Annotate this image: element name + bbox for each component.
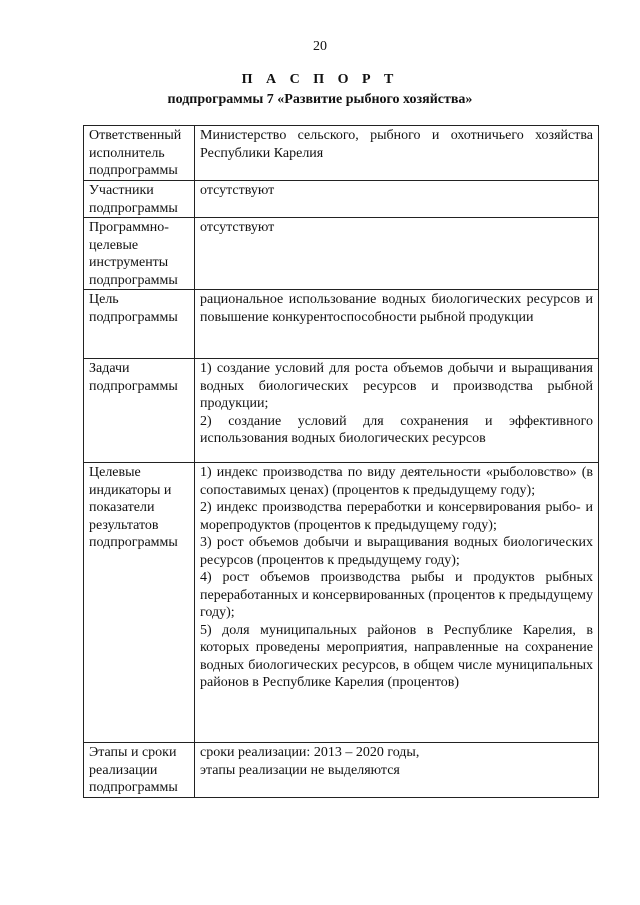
table-row-participants	[84, 181, 599, 218]
row-value	[195, 218, 599, 290]
table-row-instruments	[84, 218, 599, 290]
table-row-goal	[84, 290, 599, 359]
row-value-line: 2) индекс производства переработки и консервирования рыбо- и морепродуктов (процентов к предыдущему году);	[200, 500, 593, 533]
row-value	[195, 463, 599, 743]
row-value-line: 5) доля муниципальных районов в Республике Карелия, в которых проведены мероприятия, направленные на сохранение водных биологических ресурсов, в общем числе муниципальных районов в Республике Карелия (процентов)	[200, 622, 593, 690]
table-row-stages	[84, 743, 599, 798]
table-row-tasks	[84, 359, 599, 463]
page-title: П А С П О Р Т	[241, 72, 399, 87]
row-value-line: этапы реализации не выделяются	[200, 762, 400, 778]
row-value-line: отсутствуют	[200, 220, 275, 235]
row-value	[195, 359, 599, 463]
row-value-line: 4) рост объемов производства рыбы и продуктов рыбных переработанных и консервированных (процентов к предыдущему году);	[200, 570, 593, 620]
row-value-line: рациональное использование водных биологических ресурсов и повышение конкурентоспособности рыбной продукции	[200, 292, 593, 325]
row-value-line: 3) рост объемов добычи и выращивания водных биологических ресурсов (процентов к предыдущему году);	[200, 535, 593, 568]
table-row-indicators	[84, 463, 599, 743]
row-label: Цель подпрограммы	[84, 290, 195, 359]
row-value-line: 2) создание условий для сохранения и эффективного использования водных биологических ресурсов	[200, 413, 593, 446]
page-number: 20	[313, 39, 327, 54]
page-subtitle: подпрограммы 7 «Развитие рыбного хозяйства»	[167, 92, 473, 107]
row-value	[195, 290, 599, 359]
row-label: Этапы и сроки реализации подпрограммы	[84, 743, 195, 798]
row-value-line: 1) создание условий для роста объемов добычи и выращивания водных биологических ресурсов и производства рыбной продукции;	[200, 361, 593, 411]
row-value-line: Министерство сельского, рыбного и охотничьего хозяйства Республики Карелия	[200, 128, 593, 161]
passport-table	[83, 125, 599, 798]
table-row-responsible	[84, 126, 599, 181]
row-value	[195, 743, 599, 798]
row-value-line: 1) индекс производства по виду деятельности «рыболовство» (в сопоставимых ценах) (процентов к предыдущему году);	[200, 465, 593, 498]
row-label: Задачи подпрограммы	[84, 359, 195, 463]
row-value	[195, 126, 599, 181]
row-value	[195, 181, 599, 218]
row-label: Целевые индикаторы и показатели результатов подпрограммы	[84, 463, 195, 743]
row-label: Участники подпрограммы	[84, 181, 195, 218]
row-label: Ответственный исполнитель подпрограммы	[84, 126, 195, 181]
row-label: Программно-целевые инструменты подпрограммы	[84, 218, 195, 290]
row-value-line: сроки реализации: 2013 – 2020 годы,	[200, 745, 420, 760]
row-value-line: отсутствуют	[200, 183, 275, 198]
